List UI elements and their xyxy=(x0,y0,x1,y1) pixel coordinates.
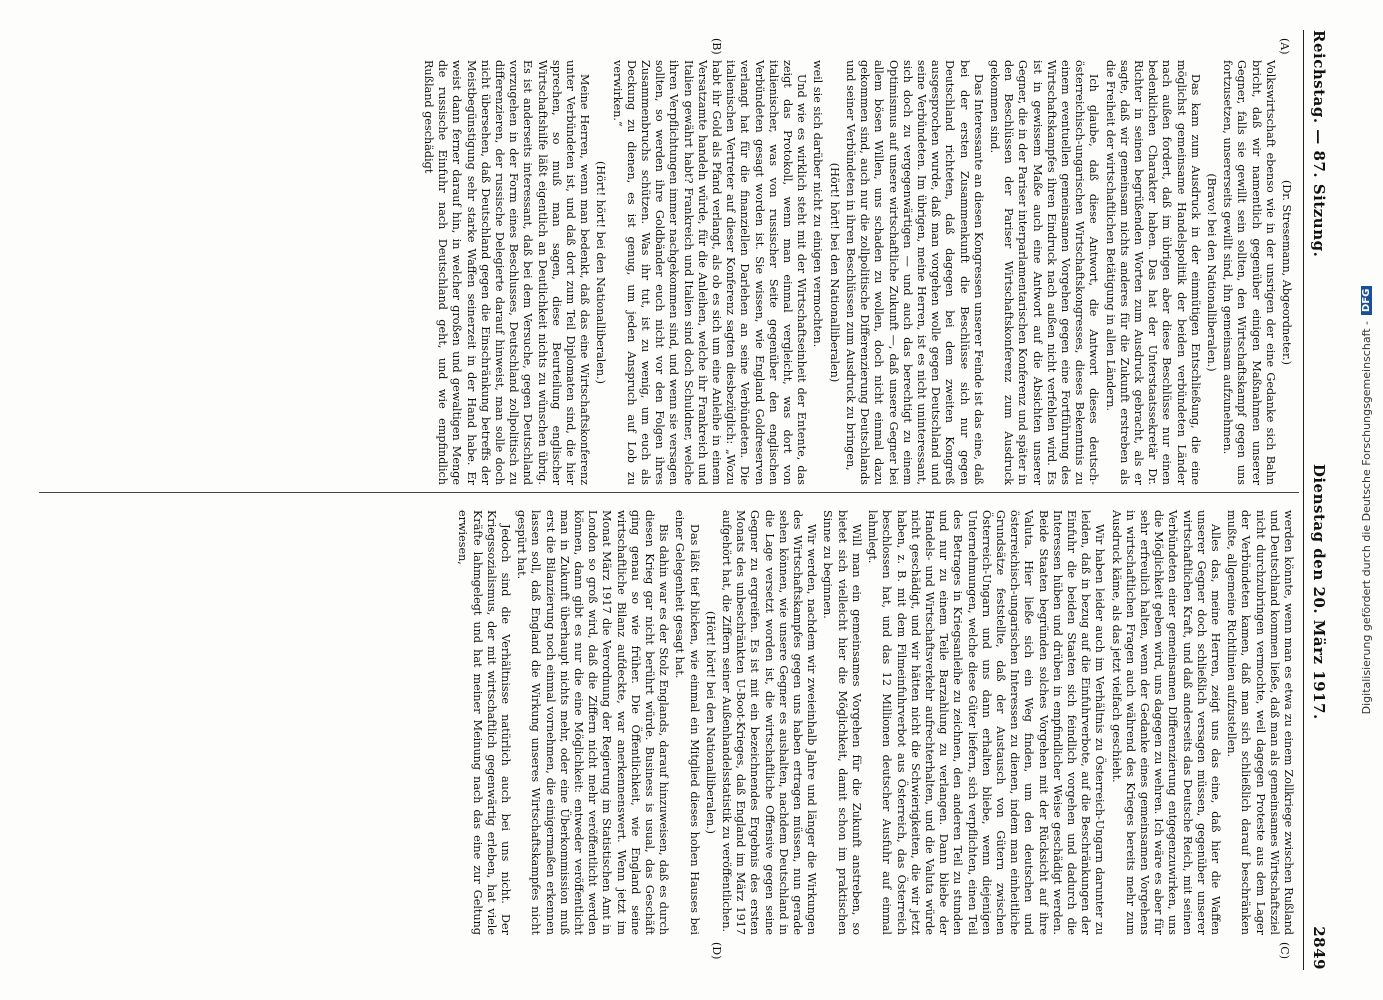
paragraph: Bis dahin war es der Stolz Englands, darauf hinzuweisen, daß es durch diesen Krieg gar nicht berührt würde. Business is usual, das Geschäft ging genau so wie früher. Die Öffentlichkeit, wie England seine wirtschaftliche Bilanz aufdeckte, war anerkennenswert. Wenn jetzt im Monat März 1917 die Verordnung der Regierung im Statistischen Amt in London so groß wird, daß die Ziffern nicht mehr veröffentlicht werden können, dann gibt es nur die eine Möglichkeit: entweder veröffentlicht man in Zukunft überhaupt nichts mehr, oder eine Überkommission muß erst die Bilanzierung noch einmal vornehmen, die einigermaßen erkennen lassen soll, daß England die Wirkung unseres Wirtschaftskampfes nicht gespürt hat. xyxy=(515,510,671,935)
page-header xyxy=(1306,30,1328,970)
paragraph: Meine Herren, wenn man bedenkt, daß das eine Wirtschaftskonferenz unter Verbündeten ist, und daß dort zum Teil Diplomaten sind, die hier sprechen, so muß man sagen, diese Beurteilung englischer Wirtschaftshilfe läßt eigentlich an Deutlichkeit nichts zu wünschen übrig. Es ist anderseits interessant, daß bei dem Versuche, gegen Deutschland vorzugehen in der Form eines Beschlusses, Deutschland zollpolitisch zu differenzieren, der russische Delegierte darauf hinweist, man solle doch nicht übersehen, daß Deutschland gegen die Einschränkung betreffs der Meistbegünstigung sehr starke Waffen seinerzeit in der Hand habe. Er weist dann ferner darauf hin, in welcher großen und gewaltigen Menge die russische Einfuhr nach Deutschland geht, und wie empfindlich Rußland geschädigt xyxy=(422,60,592,485)
sidebar-credit-text: Digitalisierung gefördert durch die Deutsche Forschungsgemeinschaft - xyxy=(1359,320,1373,715)
paragraph: werden könnte, wenn man es etwa zu einem Zollkriege zwischen Rußland und Deutschland kommen ließe, daß man als gemeinsames Wirtschaftsziel nicht durchzubringen vermochte, weil dagegen Proteste aus dem Lager der Verbündeten kamen, daß man sich schließlich darauf beschränken mußte, allgemeine Richtlinien aufzustellen. xyxy=(1225,510,1295,935)
header-rule xyxy=(1303,30,1304,970)
margin-mark-b: (B) xyxy=(710,38,723,55)
paragraph: Das kam zum Ausdruck in der einmütigen Entschließung, die eine möglichst gemeinsame Handelspolitik der beiden verbündeten Länder nach außen fordert, daß im übrigen aber diese Beschlüsse nur einen bedenklichen Charakter haben. Das hat der Unterstaatssekretär Dr. Richter in seinen begrüßenden Worten zum Ausdruck gebracht, als er sagte, daß wir gemeinsam nichts anderes für die Zukunft erstreben als die Freiheit der wirtschaftlichen Betätigung in allen Ländern. xyxy=(1103,60,1202,485)
paragraph: Das Interessante an diesen Kongressen unserer Feinde ist das eine, daß bei der ersten Zusammenkunft die Beschlüsse sich nur gegen Deutschland richteten, daß dagegen bei dem zweiten Kongreß ausgesprochen wurde, daß man vorgehen wolle gegen Deutschland und seine Verbündeten. Im übrigen, meine Herren, ist es nicht uninteressant, sich doch zu vergegenwärtigen — und auch das berechtigt zu einem Optimismus auf unsere wirtschaftliche Zukunft —, daß unsere Gegner bei allem bösen Willen, uns schaden zu wollen, doch nicht einmal dazu gekommen sind, auch nur die zollpolitische Differenzierung Deutschlands und seiner Verbündeten in ihren Beschlüssen zum Ausdruck zu bringen, xyxy=(843,60,985,485)
paragraph: Volkswirtschaft ebenso wie in der unsrigen der eine Gedanke sich Bahn bricht, daß wir namentlich gegenüber einigen Maßnahmen unserer Gegner, falls sie gewillt sein sollten, den Wirtschaftskampf gegen uns fortzusetzen, unsererseits gewillt sind, ihn gemeinsam aufzunehmen. xyxy=(1221,60,1277,485)
header-center: Dienstag den 20. März 1917. xyxy=(1310,463,1328,720)
header-left: Reichstag. — 87. Sitzung. xyxy=(1310,30,1328,258)
interjection: (Hört! hört! bei den Nationalliberalen.) xyxy=(703,610,717,835)
paragraph: Will man ein gemeinsames Vorgehen für die Zukunft anstreben, so bietet sich vielleicht hier die Möglichkeit, damit schon im praktischen Sinne zu beginnen. xyxy=(821,510,863,935)
paragraph: Wir haben leider auch im Verhältnis zu Österreich-Ungarn darunter zu leiden, daß in bezug auf die Einfuhrverbote, auf die Beschränkungen der Einfuhr die beiden Staaten sich feindlich vorgehen und dadurch die Interessen hüben und drüben in empfindlicher Weise geschädigt werden. Beide Staaten begründen solches Vorgehen mit der Rücksicht auf ihre Valuta. Hier ließe sich ein Weg finden, um den deutschen und österreichisch-ungarischen Interessen zu dienen, indem man einheitliche Grundsätze feststellte, daß der Austausch von Gütern zwischen Österreich-Ungarn und uns dann erhalten bliebe, wenn diejenigen Unternehmungen, welche diese Güter liefern, sich verpflichten, einen Teil des Betrages in Kriegsanleihe zu zeichnen, den anderen Teil zu stunden und nur zu einem Teile Barzahlung zu verlangen. Dann bliebe der Handels- und Wirtschaftsverkehr aufrechterhalten, und die Valuta würde nicht geschädigt, und wir hätten nicht die Schwierigkeiten, die wir jetzt haben, z. B. mit dem Filmeinfuhrverbot aus Österreich, das Österreich beschlossen hat, und das 12 Millionen deutscher Ausfuhr auf einmal lahmlegt. xyxy=(866,510,1107,935)
margin-mark-d: (D) xyxy=(710,942,723,960)
paragraph: Alles das, meine Herren, zeigt uns das eine, daß hier die Waffen unserer Gegner doch schließlich versagen müssen, gegenüber unserer wirtschaftlichen Kraft, und daß anderseits das Deutsche Reich, mit seinen Verbündeten einer gemeinsamen Differenzierung entgegenzuwirken, uns die Möglichkeit geben wird, uns dagegen zu wehren. Ich wäre es aber für sehr erfreulich halten, wenn der Gedanke eines gemeinsamen Vorgehens in wirtschaftlichen Fragen auch während des Krieges bereits mehr zum Ausdruck käme, als das jetzt vielfach geschieht. xyxy=(1109,510,1222,935)
interjection: (Hört! hört! bei den Nationalliberalen.) xyxy=(594,160,608,385)
paragraph: Und wie es wirklich steht mit der Wirtschaftseinheit der Entente, das zeigt das Protokoll, wenn man einmal vergleicht, was dort von italienischer, was von russischer Seite gegenüber den englischen Verbündeten gesagt worden ist. Sie wissen, wie England Goldreserven verlangt hat für die finanziellen Darlehen an seine Verbündeten. Die italienischen Vertreter auf dieser Konferenz sagten diesbezüglich: „Wozu habt ihr Gold als Pfand verlangt, als ob es sich um eine Anleihe in einem Versatzamte handeln würde, für die Anleihen, welche ihr Frankreich und Italien gewährt habt? Frankreich und Italien sind doch Schuldner, welche ihren Verpflichtungen immer nachgekommen sind, und wenn sie versagen sollten, so werden ihre Goldbänder euch nicht vor den Folgen ihres Zusammenbruchs schützen. Was ihr tut, ist zu wenig, um euch als Deckung zu dienen, es ist genug, um jeden Anspruch auf Lob zu verwirken.“ xyxy=(610,60,809,485)
margin-mark-a: (A) xyxy=(1278,38,1291,55)
paragraph: Das läßt tief blicken, wie einmal ein Mitglied dieses hohen Hauses bei einer Gelegenheit gesagt hat. xyxy=(673,510,701,935)
paragraph: weil sie sich darüber nicht zu einigen vermochten. xyxy=(811,60,825,348)
paragraph: Ich glaube, daß diese Antwort, die Antwort dieses deutsch-österreichisch-ungarischen Wirtschaftskongresses, dieses Bekenntnis zu einem eventuellen gemeinsamen Vorgehen gegen eine Fortführung des Wirtschaftskampfes ihren Eindruck nach außen nicht verfehlen wird. Es ist in gewissem Maße auch eine Antwort auf die Absichten unserer Gegner, die in der Pariser interparlamentarischen Konferenz und später in den Beschlüssen der Pariser Wirtschaftskonferenz zum Ausdruck gekommen sind. xyxy=(987,60,1101,485)
page-number: 2849 xyxy=(1310,926,1328,970)
digitization-sidebar xyxy=(1352,0,1380,1000)
speaker-line: (Dr. Stresemann, Abgeordneter.) xyxy=(1280,179,1293,366)
dfg-logo: DFG xyxy=(1361,286,1372,315)
right-column xyxy=(453,510,1295,935)
interjection: (Hört! hört! bei den Nationalliberalen) xyxy=(827,162,841,383)
column-rule xyxy=(39,492,1299,493)
interjection: (Bravo! bei den Nationalliberalen.) xyxy=(1204,173,1218,372)
paragraph: Wir werden, nachdem wir zweieinhalb Jahre und länger die Wirkungen des Wirtschaftskampfes gegen uns haben ertragen müssen, nun gerade sehen können, wie unsere Gegner es aushalten, nachdem Deutschland in die Lage versetzt worden ist, die wirtschaftliche Offensive gegen seine Gegner zu ergreifen. Es ist mit ein bezeichnendes Ergebnis des ersten Monats des unbeschränkten U-Boot-Krieges, daß England im März 1917 aufgehört hat, die Ziffern seiner Außenhandelsstatistik zu veröffentlichen. xyxy=(720,510,819,935)
margin-mark-c: (C) xyxy=(1278,942,1291,959)
left-column xyxy=(419,60,1295,485)
paragraph: Jedoch sind die Verhältnisse natürlich auch bei uns nicht. Der Kriegssozialismus, der mit wirtschaftlich gegenwärtig erleben, hat viele Kräfte lahmgelegt und hat meiner Meinung nach das eine zur Geltung erwiesen, xyxy=(456,510,513,935)
